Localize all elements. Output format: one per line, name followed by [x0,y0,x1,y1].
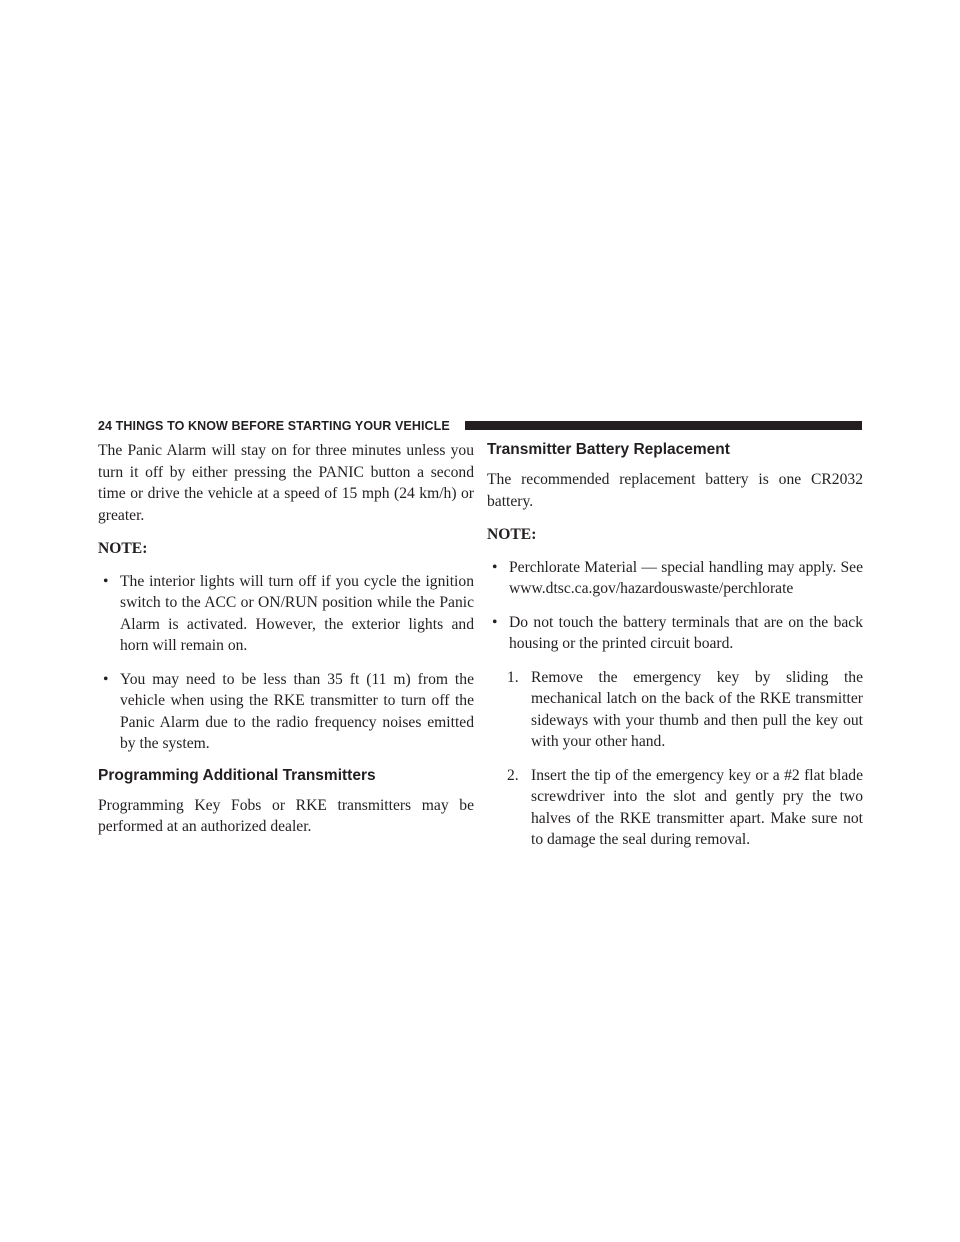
step-item [487,765,863,851]
bullet-marker: • [492,558,498,576]
right-column [487,440,863,863]
panic-alarm-paragraph: The Panic Alarm will stay on for three minutes unless you turn it off by either pressing the PANIC button a second time or drive the vehicle at a speed of 15 mph (24 km/h) or greater. [98,442,474,524]
list-item [487,612,863,655]
programming-paragraph: Programming Key Fobs or RKE transmitters may be performed at an authorized dealer. [98,796,474,835]
step-text: Insert the tip of the emergency key or a #2 flat blade screwdriver into the slot and gently pry the two halves of the RKE transmitter apart. Make sure not to damage the seal during removal. [531,766,863,848]
note-label: NOTE: [487,526,537,543]
step-text: Remove the emergency key by sliding the mechanical latch on the back of the RKE transmitter sideways with your thumb and then pull the key out with your other hand. [531,668,863,750]
bullet-marker: • [103,670,109,688]
bullet-marker: • [103,572,109,590]
list-item-text: You may need to be less than 35 ft (11 m) from the vehicle when using the RKE transmitter to turn off the Panic Alarm due to the radio frequency noises emitted by the system. [120,670,474,752]
step-number: 2. [507,766,519,784]
step-number: 1. [507,668,519,686]
note-label: NOTE: [98,540,148,557]
note-bullet-list [487,557,863,655]
section-heading-programming: Programming Additional Transmitters [98,766,376,784]
step-list [487,667,863,851]
page-header [98,418,862,434]
list-item-text: The interior lights will turn off if you cycle the ignition switch to the ACC or ON/RUN position while the Panic Alarm is activated. However, the exterior lights and horn will remain on. [120,572,474,654]
list-item-text: Perchlorate Material — special handling may apply. See www.dtsc.ca.gov/hazardouswaste/perchlorate [509,558,863,597]
note-bullet-list [98,571,474,755]
page-number-and-chapter-title: 24 THINGS TO KNOW BEFORE STARTING YOUR VEHICLE [98,419,450,433]
step-item [487,667,863,753]
list-item [487,557,863,600]
left-column [98,440,474,850]
header-rule [465,421,862,430]
list-item [98,669,474,755]
bullet-marker: • [492,613,498,631]
section-heading-battery-replacement: Transmitter Battery Replacement [487,441,730,458]
list-item-text: Do not touch the battery terminals that are on the back housing or the printed circuit board. [509,613,863,652]
battery-paragraph: The recommended replacement battery is one CR2032 battery. [487,471,863,510]
list-item [98,571,474,657]
